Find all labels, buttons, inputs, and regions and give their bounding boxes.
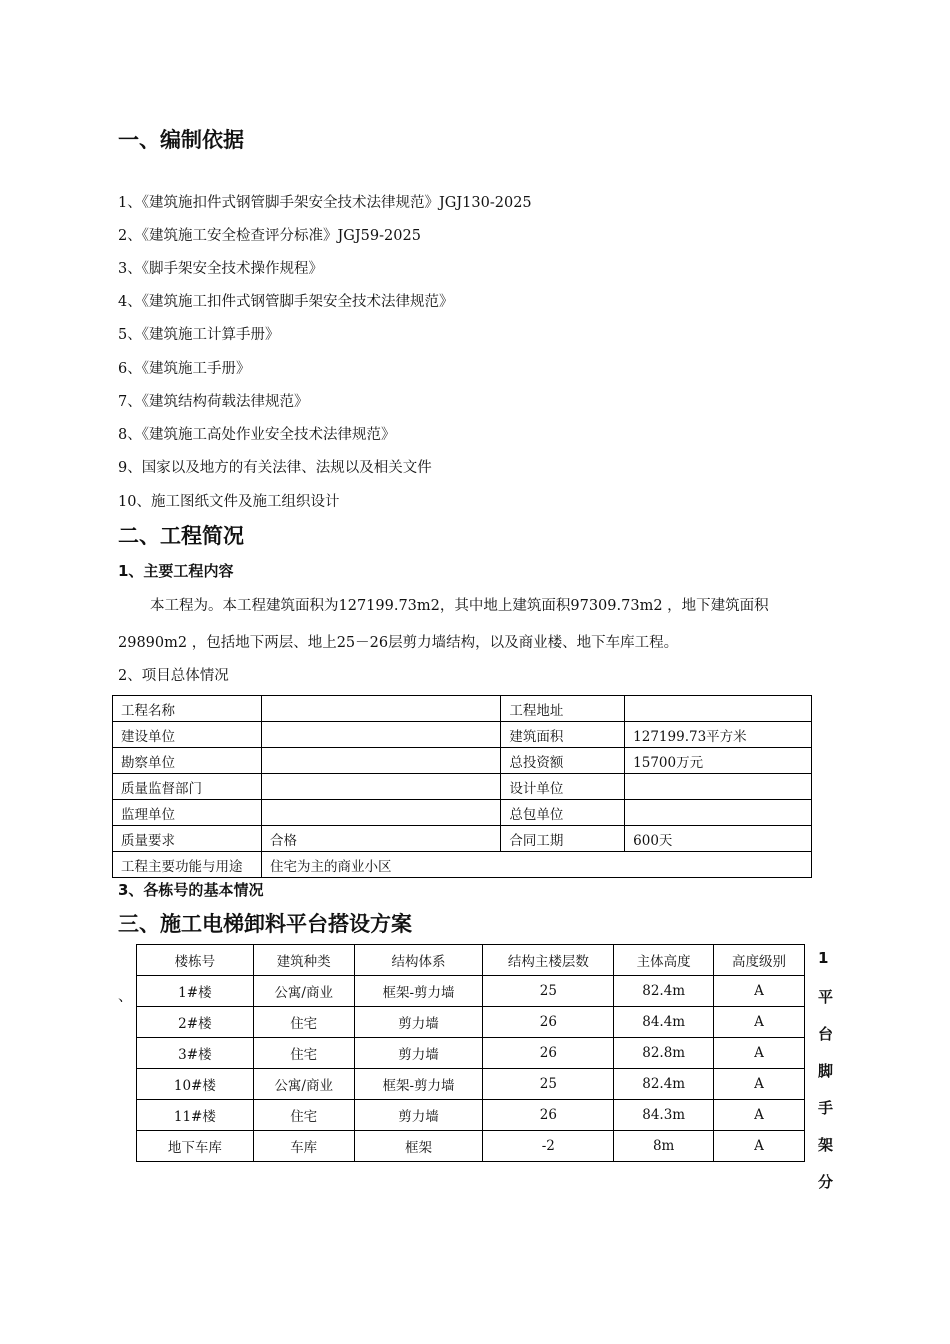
table-cell: 住宅 [253,1007,354,1038]
table-cell: 84.3m [614,1100,714,1131]
reference-item: 5、《建筑施工计算手册》 [118,327,280,343]
table-cell: 勘察单位 [113,748,262,774]
table-row [137,1069,805,1100]
table-cell: 127199.73平方米 [625,722,812,748]
table-cell: 600天 [625,826,812,852]
table-cell: 住宅 [253,1038,354,1069]
table-cell: 合格 [261,826,500,852]
list-marker: 、 [118,989,133,1005]
reference-item: 2、《建筑施工安全检查评分标准》JGJ59-2025 [118,228,421,244]
table-row [113,774,812,800]
table-cell: 25 [483,1069,614,1100]
reference-item: 10、施工图纸文件及施工组织设计 [118,494,340,510]
table-row [113,696,812,722]
table-cell: 26 [483,1100,614,1131]
table-cell: A [714,1100,805,1131]
table-cell: 合同工期 [501,826,625,852]
project-info-table [112,695,812,878]
table-cell: 设计单位 [501,774,625,800]
reference-item: 1、《建筑施扣件式钢管脚手架安全技术法律规范》JGJ130-2025 [118,195,532,211]
table-cell: 框架-剪力墙 [354,1069,483,1100]
table-cell: A [714,1069,805,1100]
table-row [137,1100,805,1131]
table-cell: 公寓/商业 [253,976,354,1007]
table-cell: 总包单位 [501,800,625,826]
reference-item: 8、《建筑施工高处作业安全技术法律规范》 [118,427,396,443]
table-cell: A [714,1007,805,1038]
table-cell: 剪力墙 [354,1038,483,1069]
table-cell: 住宅为主的商业小区 [261,852,811,878]
table-cell: 82.4m [614,1069,714,1100]
table-header-cell: 高度级别 [714,945,805,976]
subheading-project-overview: 2、项目总体情况 [118,668,229,684]
table-cell: 25 [483,976,614,1007]
table-header-cell: 建筑种类 [253,945,354,976]
table-cell: 2#楼 [137,1007,254,1038]
table-cell: 住宅 [253,1100,354,1131]
table-cell: 15700万元 [625,748,812,774]
table-cell: 框架 [354,1131,483,1162]
section-title-basis: 一、编制依据 [118,128,244,152]
paragraph-line: 本工程为。本工程建筑面积为127199.73m2，其中地上建筑面积97309.73m2 ，地下建筑面积 [150,598,769,614]
side-text-char: 1 [818,949,829,967]
table-row [113,852,812,878]
table-cell: 1#楼 [137,976,254,1007]
side-text-char: 台 [818,1025,834,1043]
table-cell [261,722,500,748]
table-row [113,800,812,826]
section-title-platform-plan: 三、施工电梯卸料平台搭设方案 [118,912,412,936]
table-cell [261,748,500,774]
table-cell: 工程名称 [113,696,262,722]
table-cell: 车库 [253,1131,354,1162]
table-row [137,1038,805,1069]
reference-item: 3、《脚手架安全技术操作规程》 [118,261,323,277]
table-header-cell: 楼栋号 [137,945,254,976]
table-cell: 总投资额 [501,748,625,774]
table-cell: 11#楼 [137,1100,254,1131]
table-row [113,826,812,852]
table-cell: 26 [483,1007,614,1038]
table-cell: 8m [614,1131,714,1162]
table-row [113,722,812,748]
table-cell: 82.4m [614,976,714,1007]
table-cell [261,774,500,800]
section-title-overview: 二、工程简况 [118,524,244,548]
table-cell: 建设单位 [113,722,262,748]
table-cell: 26 [483,1038,614,1069]
table-header-cell: 结构主楼层数 [483,945,614,976]
table-cell: 3#楼 [137,1038,254,1069]
table-cell [261,696,500,722]
table-cell: 82.8m [614,1038,714,1069]
subheading-buildings: 3、各栋号的基本情况 [118,881,264,899]
table-cell: A [714,1131,805,1162]
table-cell: A [714,976,805,1007]
table-header-cell: 结构体系 [354,945,483,976]
table-cell: 工程地址 [501,696,625,722]
table-cell [625,696,812,722]
side-text-char: 脚 [818,1062,834,1080]
table-row [113,748,812,774]
reference-item: 6、《建筑施工手册》 [118,361,251,377]
subheading-main-content: 1、主要工程内容 [118,562,234,580]
table-cell: 工程主要功能与用途 [113,852,262,878]
table-cell: -2 [483,1131,614,1162]
reference-item: 9、国家以及地方的有关法律、法规以及相关文件 [118,460,432,476]
table-cell: 质量监督部门 [113,774,262,800]
table-cell: 地下车库 [137,1131,254,1162]
table-cell: 框架-剪力墙 [354,976,483,1007]
table-cell [261,800,500,826]
table-cell [625,800,812,826]
table-cell: 10#楼 [137,1069,254,1100]
side-text-char: 手 [818,1099,834,1117]
table-cell: A [714,1038,805,1069]
side-text-char: 分 [818,1173,834,1191]
table-row [137,1007,805,1038]
table-cell: 建筑面积 [501,722,625,748]
table-header-cell: 主体高度 [614,945,714,976]
side-text-char: 平 [818,988,834,1006]
table-row [137,976,805,1007]
table-cell: 剪力墙 [354,1007,483,1038]
paragraph-line: 29890m2 ，包括地下两层、地上25－26层剪力墙结构，以及商业楼、地下车库工程。 [118,635,679,651]
building-table [136,944,805,1162]
reference-item: 4、《建筑施工扣件式钢管脚手架安全技术法律规范》 [118,294,454,310]
table-cell: 监理单位 [113,800,262,826]
table-cell: 质量要求 [113,826,262,852]
table-cell [625,774,812,800]
table-header-row [137,945,805,976]
reference-item: 7、《建筑结构荷载法律规范》 [118,394,309,410]
table-cell: 公寓/商业 [253,1069,354,1100]
table-cell: 84.4m [614,1007,714,1038]
table-row [137,1131,805,1162]
side-text-char: 架 [818,1136,834,1154]
table-cell: 剪力墙 [354,1100,483,1131]
